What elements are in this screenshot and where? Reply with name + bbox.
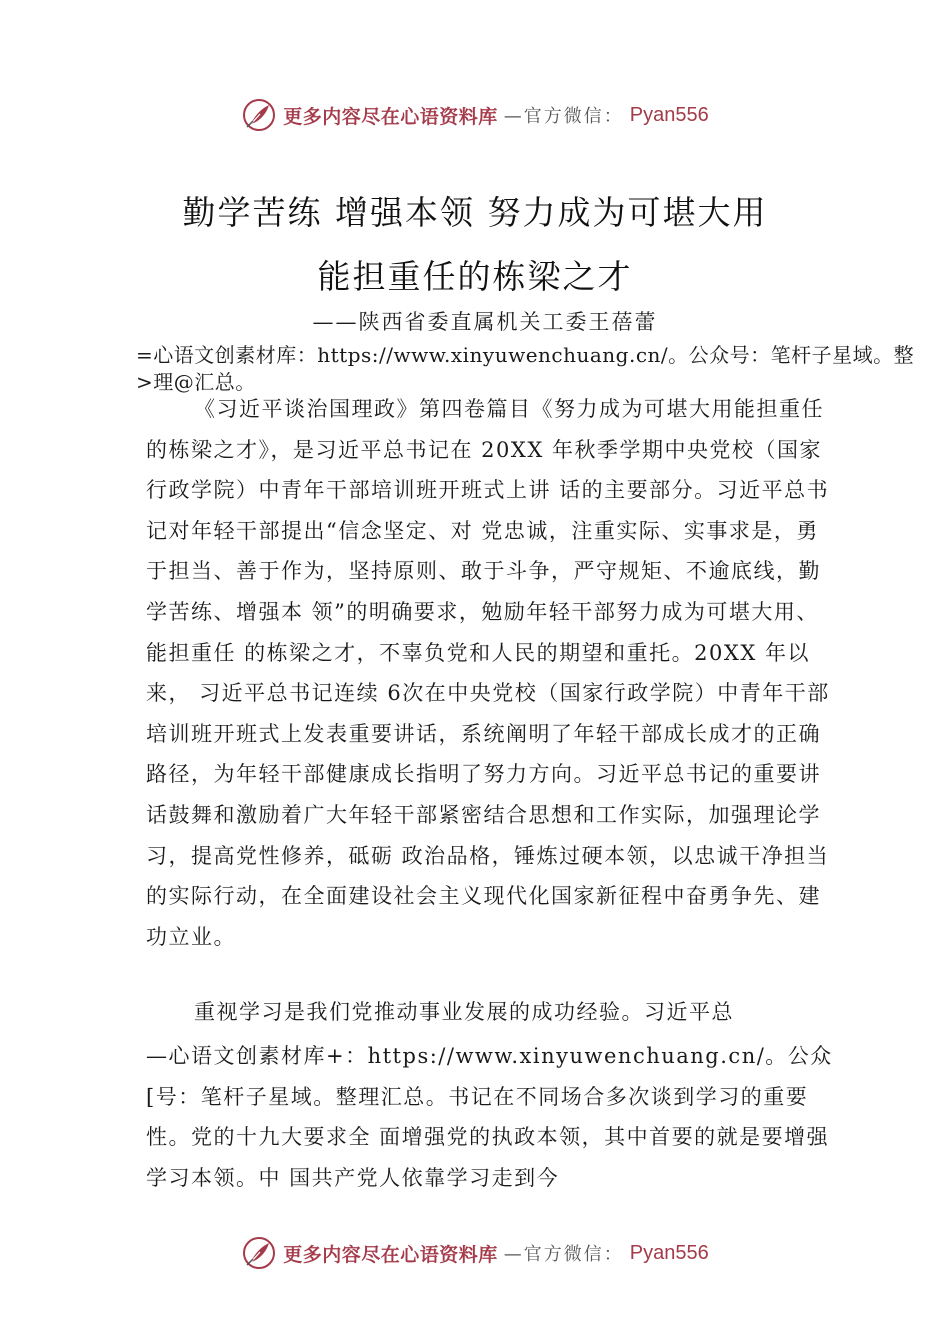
header-banner [0, 95, 950, 135]
banner-title: 更多内容尽在心语资料库 [283, 105, 498, 128]
banner-wechat-id: Pyan556 [629, 1241, 709, 1264]
banner-wechat-label: —官方微信： [503, 106, 624, 127]
paragraph-3: —心语文创素材库+：https://www.xinyuwenchuang.cn/。公众[号：笔杆子星域。整理汇总。书记在不同场合多次谈到学习的重要性。党的十九大要求全 面增强党的执政本领，其中首要的就是要增强学习本领。中 国共产党人依靠学习走到今 [146, 1044, 833, 1190]
source-note: =心语文创素材库：https://www.xinyuwenchuang.cn/。公众号：笔杆子星域。整>理@汇总。 [136, 343, 915, 394]
doc-title-line-2: 能担重任的栋梁之才 [317, 257, 633, 296]
doc-author: ——陕西省委直属机关工委王蓓蕾 [312, 310, 658, 334]
feather-pen-logo-icon [241, 1235, 277, 1271]
banner-wechat-label: —官方微信： [503, 1244, 624, 1265]
banner-wechat-id: Pyan556 [629, 103, 709, 126]
footer-banner [0, 1233, 950, 1273]
paragraph-1: 《习近平谈治国理政》第四卷篇目《努力成为可堪大用能担重任的栋梁之才》，是习近平总书记在 20XX 年秋季学期中央党校（国家行政学院）中青年干部培训班开班式上讲 话的主要部分。习近平总书记对年轻干部提出“信念坚定、对 党忠诚，注重实际、实事求是，勇于担当、善于作为，坚持原则、敢于斗争，严守规矩、不逾底线，勤学苦练、增强本 领”的明确要求，勉励年轻干部努力成为可堪大用、能担重任 的栋梁之才，不辜负党和人民的期望和重托。20XX 年以来， 习近平总书记连续 6次在中央党校（国家行政学院）中青年干部培训班开班式上发表重要讲话，系统阐明了年轻干部成长成才的正确路径，为年轻干部健康成长指明了努力方向。习近平总书记的重要讲话鼓舞和激励着广大年轻干部紧密结合思想和工作实际，加强理论学习，提高党性修养，砥砺 政治品格，锤炼过硬本领，以忠诚干净担当的实际行动，在全面建设社会主义现代化国家新征程中奋勇争先、建功立业。 [146, 397, 830, 949]
banner-title: 更多内容尽在心语资料库 [283, 1243, 498, 1266]
doc-title-line-1: 勤学苦练 增强本领 努力成为可堪大用 [182, 193, 768, 232]
feather-pen-logo-icon [241, 97, 277, 133]
paragraph-2: 重视学习是我们党推动事业发展的成功经验。习近平总 [194, 1000, 734, 1024]
